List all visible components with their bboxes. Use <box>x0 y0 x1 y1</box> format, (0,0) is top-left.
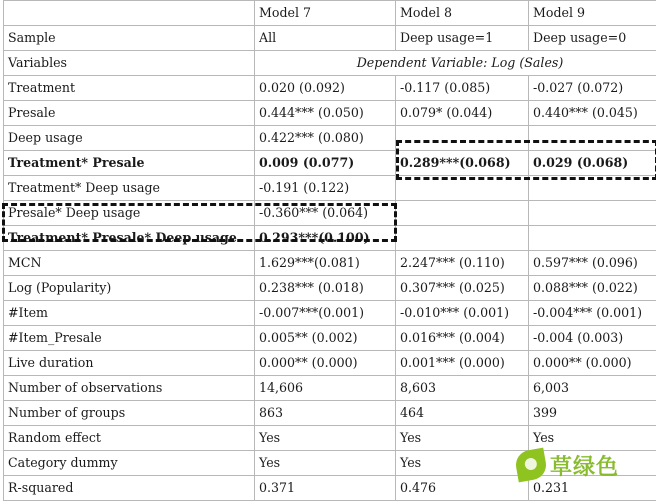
row-label: Random effect <box>4 426 255 451</box>
cell-model-9: 6,003 <box>529 376 656 401</box>
row-label: Presale* Deep usage <box>4 201 255 226</box>
cell-model-8: -0.010*** (0.001) <box>396 301 529 326</box>
watermark <box>516 442 628 488</box>
cell-model-7: -0.007***(0.001) <box>255 301 396 326</box>
row-label: #Item <box>4 301 255 326</box>
cell-model-9: 0.000** (0.000) <box>529 351 656 376</box>
row-label: R-squared <box>4 476 255 501</box>
row-label: MCN <box>4 251 255 276</box>
cell-model-9: -0.004*** (0.001) <box>529 301 656 326</box>
cell-model-7: All <box>255 26 396 51</box>
cell-model-7: 0.005** (0.002) <box>255 326 396 351</box>
cell-model-9: Deep usage=0 <box>529 26 656 51</box>
cell-model-7: 0.020 (0.092) <box>255 76 396 101</box>
cell-model-8: 8,603 <box>396 376 529 401</box>
table-header-row <box>4 1 656 26</box>
cell-model-7: Yes <box>255 426 396 451</box>
cell-model-8: 464 <box>396 401 529 426</box>
cell-model-8: Yes <box>396 426 529 451</box>
row-label: Log (Popularity) <box>4 276 255 301</box>
table-row <box>4 276 656 301</box>
table-row-highlighted <box>4 226 656 251</box>
cell-model-9 <box>529 226 656 251</box>
watermark-text: 草绿色 <box>550 454 620 480</box>
header-model-9: Model 9 <box>529 1 656 26</box>
table-row <box>4 351 656 376</box>
table-row <box>4 301 656 326</box>
cell-model-8: 0.016*** (0.004) <box>396 326 529 351</box>
table-row <box>4 201 656 226</box>
cell-model-7: 14,606 <box>255 376 396 401</box>
cell-model-7: -0.360*** (0.064) <box>255 201 396 226</box>
cell-model-8 <box>396 226 529 251</box>
cell-model-9: 0.088*** (0.022) <box>529 276 656 301</box>
cell-model-9: 0.440*** (0.045) <box>529 101 656 126</box>
cell-model-8: 2.247*** (0.110) <box>396 251 529 276</box>
table-row <box>4 326 656 351</box>
dependent-variable-caption: Dependent Variable: Log (Sales) <box>255 51 656 76</box>
row-label: Sample <box>4 26 255 51</box>
cell-model-7: 0.009 (0.077) <box>255 151 396 176</box>
row-label: Deep usage <box>4 126 255 151</box>
cell-model-7: -0.191 (0.122) <box>255 176 396 201</box>
table-row <box>4 26 656 51</box>
cell-model-7: 0.371 <box>255 476 396 501</box>
header-model-8: Model 8 <box>396 1 529 26</box>
cell-model-7: 0.422*** (0.080) <box>255 126 396 151</box>
cell-model-7: 0.293***(0.100) <box>255 226 396 251</box>
table-row <box>4 76 656 101</box>
cell-model-9: Yes <box>529 426 656 451</box>
cell-model-7: 0.238*** (0.018) <box>255 276 396 301</box>
row-label: Treatment <box>4 76 255 101</box>
cell-model-7: 0.000** (0.000) <box>255 351 396 376</box>
header-model-7: Model 7 <box>255 1 396 26</box>
cell-model-9: -0.027 (0.072) <box>529 76 656 101</box>
row-label: Treatment* Deep usage <box>4 176 255 201</box>
cell-model-8 <box>396 126 529 151</box>
cell-model-7: 863 <box>255 401 396 426</box>
cell-model-8: 0.476 <box>396 476 529 501</box>
cell-model-8: Yes <box>396 451 529 476</box>
row-label: Treatment* Presale <box>4 151 255 176</box>
row-label: #Item_Presale <box>4 326 255 351</box>
row-label: Live duration <box>4 351 255 376</box>
row-label: Treatment* Presale* Deep usage <box>4 226 255 251</box>
leaf-icon <box>514 448 549 483</box>
row-label: Presale <box>4 101 255 126</box>
table-row <box>4 126 656 151</box>
row-label: Variables <box>4 51 255 76</box>
table-row <box>4 101 656 126</box>
cell-model-8: 0.289***(0.068) <box>396 151 529 176</box>
table-row-highlighted <box>4 151 656 176</box>
cell-model-8: 0.001*** (0.000) <box>396 351 529 376</box>
cell-model-7: Yes <box>255 451 396 476</box>
cell-model-9 <box>529 176 656 201</box>
table-row <box>4 401 656 426</box>
cell-model-9 <box>529 126 656 151</box>
table-row <box>4 176 656 201</box>
cell-model-7: 1.629***(0.081) <box>255 251 396 276</box>
table-row <box>4 51 656 76</box>
row-label: Number of groups <box>4 401 255 426</box>
cell-model-8: 0.307*** (0.025) <box>396 276 529 301</box>
cell-model-9: 0.029 (0.068) <box>529 151 656 176</box>
cell-model-9: 399 <box>529 401 656 426</box>
row-label: Number of observations <box>4 376 255 401</box>
table-row <box>4 376 656 401</box>
cell-model-9: 0.597*** (0.096) <box>529 251 656 276</box>
cell-model-8 <box>396 201 529 226</box>
cell-model-7: 0.444*** (0.050) <box>255 101 396 126</box>
row-label: Category dummy <box>4 451 255 476</box>
table-row <box>4 251 656 276</box>
regression-table <box>3 0 656 501</box>
header-blank-cell <box>4 1 255 26</box>
cell-model-9: -0.004 (0.003) <box>529 326 656 351</box>
cell-model-8: 0.079* (0.044) <box>396 101 529 126</box>
cell-model-8: Deep usage=1 <box>396 26 529 51</box>
cell-model-8: -0.117 (0.085) <box>396 76 529 101</box>
cell-model-9 <box>529 201 656 226</box>
cell-model-8 <box>396 176 529 201</box>
cell-model-9: 0.231 <box>529 476 656 501</box>
